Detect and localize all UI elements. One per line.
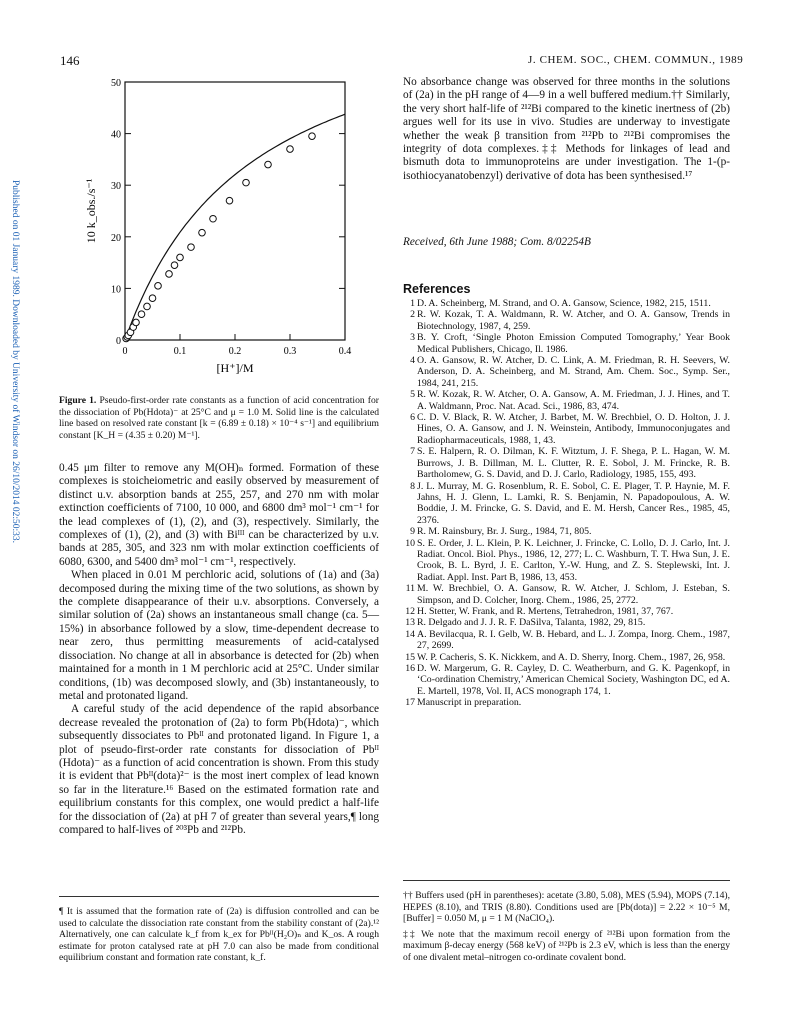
footnote: ‡‡ We note that the maximum recoil energy of ²¹²Bi upon formation from the maximum β-decay energy (568 keV) of ²¹²Pb is 2.3 eV, which is less than the energy of one divalent metal–nitrogen co-ordinate covalent bond. <box>403 928 730 963</box>
figure-caption-text: Pseudo-first-order rate constants as a function of acid concentration for the dissociation of Pb(Hdota)⁻ at 25°C and μ = 1.0 M. Solid line is the calculated line based on resolved rate constant [k = (6.89 ± 0.18) × 10⁻⁴ s⁻¹] and equilibrium constant [K_H = (4.35 ± 0.20) M⁻¹]. <box>59 395 379 441</box>
reference-item: 12 H. Stetter, W. Frank, and R. Mertens, Tetrahedron, 1981, 37, 767. <box>405 605 674 617</box>
plot-frame <box>125 82 345 340</box>
fit-curve <box>125 114 345 340</box>
download-watermark <box>6 180 20 840</box>
data-point <box>243 179 250 186</box>
data-point <box>149 295 156 302</box>
data-point <box>138 311 145 318</box>
y-tick-label: 10 <box>111 284 121 296</box>
reference-item: 11 M. W. Brechbiel, O. A. Gansow, R. W. Atcher, J. Schlom, J. Esteban, S. Simpson, and D. Colcher, Inorg. Chem., 1986, 25, 2772. <box>405 583 730 606</box>
journal-header: J. CHEM. SOC., CHEM. COMMUN., 1989 <box>528 54 744 66</box>
right-column-body <box>403 76 730 183</box>
data-point <box>171 262 178 269</box>
footnote: †† Buffers used (pH in parentheses): acetate (3.80, 5.08), MES (5.94), MOPS (7.14), HEPES (8.10), and TRIS (8.80). Conditions used are [Pb(dota)] = 2.22 × 10⁻⁵ M, [Buffer] = 0.050 M, μ = 1 M (NaClO₄). <box>403 890 730 925</box>
figure-1-chart <box>70 70 390 390</box>
paragraph: No absorbance change was observed for three months in the solutions of (2a) in the pH range of 4—9 in a well buffered medium.†† Similarly, the very short half-life of ²¹²Bi compared to the kinetic inertness of (2b) argues well for its use in vivo. Studies are underway to investigate whether the weak β transition from ²¹²Pb to ²¹²Bi compromises the integrity of dota complexes.‡‡ Methods for linkages of lead and bismuth dota to immunoproteins are under investigation. The 1-(p-isothiocyanatobenzyl) derivative of dota has been synthesised.¹⁷ <box>403 76 730 182</box>
data-point <box>226 197 233 204</box>
data-point <box>166 271 173 278</box>
data-point <box>144 303 151 310</box>
footnote-divider <box>403 880 730 881</box>
reference-item: 3 B. Y. Croft, ‘Single Photon Emission Computed Tomography,’ Year Book Medical Publishers, Chicago, Il. 1986. <box>410 332 730 355</box>
left-column-body <box>59 462 379 837</box>
y-tick-label: 0 <box>116 336 121 347</box>
figure-label: Figure 1. <box>59 395 97 406</box>
y-tick-label: 20 <box>111 232 121 244</box>
data-point <box>265 161 272 168</box>
reference-item: 14 A. Bevilacqua, R. I. Gelb, W. B. Hebard, and L. J. Zompa, Inorg. Chem., 1987, 27, 2699. <box>405 628 730 652</box>
paragraph: A careful study of the acid dependence of the rapid absorbance decrease revealed the protonation of (2a) to form Pb(Hdota)⁻, which subsequently dissociates to Pbᴵᴵ and protonated ligand. In Figure 1, a plot of pseudo-first-order rate constants for dissociation of Pbᴵᴵ (Hdota)⁻ as a function of acid concentration is shown. From this study it is evident that Pbᴵᴵ(dota)²⁻ is the most inert complex of lead known so far in the literature.¹⁶ Based on the estimated formation rate and equilibrium constants for this complex, one would predict a half-life for the dissociation of (2a) at pH 7 of greater than several years,¶ long compared to half-lives of ²⁰³Pb and ²¹²Pb. <box>59 703 379 836</box>
references-heading: References <box>403 282 471 296</box>
footnote: ¶ It is assumed that the formation rate of (2a) is diffusion controlled and can be used to calculate the dissociation rate constant from the stability constant of (2a).¹² Alternatively, one can calculate k_f from k_ex for Pbᴵᴵ(H₂O)ₙ and K_os. A rough estimate for proton catalysed rate at pH 7.0 can also be made from conditional equilibrium constant and formation rate constant, k_f. <box>59 906 379 964</box>
data-point <box>155 283 162 290</box>
data-point <box>309 133 316 140</box>
y-tick-label: 40 <box>111 129 121 141</box>
x-axis-label: [H⁺]/M <box>216 361 254 375</box>
paragraph: 0.45 μm filter to remove any M(OH)ₙ formed. Formation of these complexes is stoicheiometric and easily observed by measurement of distinct u.v. absorption bands at 255, 257, and 270 nm with molar extinction coefficients of 7100, 10 000, and 6800 dm³ mol⁻¹ cm⁻¹ for the lead complexes of (1), (2), and (3), respectively. Similarly, the complexes of (1), (2), and (3) with Biᴵᴵᴵ can be characterized by u.v. bands at 285, 305, and 323 nm with molar extinction coefficients of 6080, 6300, and 5400 dm³ mol⁻¹ cm⁻¹, respectively. <box>59 462 379 568</box>
y-tick-label: 50 <box>111 78 121 89</box>
reference-item: 17 Manuscript in preparation. <box>405 697 522 709</box>
x-tick-label: 0 <box>122 346 128 357</box>
x-tick-label: 0.2 <box>228 346 242 357</box>
reference-item: 10 S. E. Order, J. L. Klein, P. K. Leichner, J. Frincke, C. Lollo, D. J. Carlo, Int. J. Radiat. Oncol. Biol. Phys., 1986, 12, 277; L. C. Washburn, T. T. Hwa Sun, J. E. Crook, B. L. Byrd, J. E. Carlton, Y.-W. Hung, and Z. S. Steplewski, Int. J. Radiat. Appl. Inst. Part B, 1986, 13, 453. <box>405 537 730 583</box>
x-tick-label: 0.1 <box>173 346 187 357</box>
data-point <box>210 215 217 222</box>
data-point <box>133 319 140 326</box>
y-tick-label: 30 <box>111 181 121 193</box>
reference-item: 4 O. A. Gansow, R. W. Atcher, D. C. Link, A. M. Friedman, R. H. Seevers, W. Anderson, D. A. Scheinberg, and M. Strand, Am. Chem. Soc., Symp. Ser., 1984, 241, 215. <box>410 355 730 389</box>
paragraph: When placed in 0.01 M perchloric acid, solutions of (1a) and (3a) decomposed during the mixing time of the two solutions, as shown by the complete disappearance of their u.v. absorptions. Conversely, a similar solution of (2a) shows an instantaneous small change (ca. 5—15%) in absorbance followed by a slow, time-dependent decrease to near zero, thus permitting measurements of acid-catalysed dissociation. No change at all in absorbance is detected for (2b) when maintained for a month in 1 M perchloric acid at 25°C. Under similar conditions, (1b) was decomposed slowly, and (3b) instantaneously, to metal and protonated ligand. <box>59 569 379 702</box>
reference-item: 13 R. Delgado and J. J. R. F. DaSilva, Talanta, 1982, 29, 815. <box>405 617 646 629</box>
x-tick-label: 0.3 <box>283 346 297 357</box>
footnote-divider <box>59 896 379 897</box>
reference-item: 6 C. D. V. Black, R. W. Atcher, J. Barbet, M. W. Brechbiel, O. D. Holton, J. J. Hines, O. A. Gansow, and J. N. Weinstein, Antibody, Immunoconjugates and Radiopharmaceuticals, 1988, 1, 43. <box>410 412 730 446</box>
reference-item: 16 D. W. Margerum, G. R. Cayley, D. C. Weatherburn, and G. K. Pagenkopf, in ‘Co-ordination Chemistry,’ American Chemical Society, Washington DC, ed A. E. Martell, 1978, Vol. II, ACS monograph 174, 1. <box>405 663 730 697</box>
right-footnotes <box>403 890 730 968</box>
reference-item: 15 W. P. Cacheris, S. K. Nickkem, and A. D. Sherry, Inorg. Chem., 1987, 26, 958. <box>405 651 726 663</box>
data-point <box>188 244 195 251</box>
data-point <box>287 146 294 153</box>
page-number: 146 <box>60 53 80 68</box>
references-list <box>403 298 730 709</box>
reference-item: 8 J. L. Murray, M. G. Rosenblum, R. E. Sobol, C. E. Plager, T. P. Haynie, M. F. Jahns, H. J. Glenn, L. Lamki, R. S. Benjamin, N. Papadopoulous, A. W. Boddie, J. M. Frincke, G. S. David, and E. M. Hersh, Cancer Res., 1985, 45, 2376. <box>410 480 730 526</box>
received-date: Received, 6th June 1988; Com. 8/02254B <box>403 236 591 248</box>
figure-caption <box>59 395 379 441</box>
data-point <box>199 229 206 236</box>
x-tick-label: 0.4 <box>338 346 352 357</box>
y-axis-label: 10 k_obs./s⁻¹ <box>84 178 98 244</box>
reference-item: 7 S. E. Halpern, R. O. Dilman, K. F. Witztum, J. F. Shega, P. L. Hagan, W. M. Burrows, J. B. Dillman, M. L. Clutter, R. E. Sobol, J. M. Frincke, R. B. Bartholomew, G. S. David, and D. J. Carlo, Radiology, 1985, 155, 493. <box>410 446 730 481</box>
reference-item: 2 R. W. Kozak, T. A. Waldmann, R. W. Atcher, and O. A. Gansow, Trends in Biotechnology, 1987, 4, 259. <box>410 309 730 332</box>
reference-item: 1 D. A. Scheinberg, M. Strand, and O. A. Gansow, Science, 1982, 215, 1511. <box>410 298 711 309</box>
data-point <box>177 254 184 261</box>
reference-item: 5 R. W. Kozak, R. W. Atcher, O. A. Gansow, A. M. Friedman, J. J. Hines, and T. A. Waldmann, Proc. Nat. Acad. Sci., 1986, 83, 474. <box>410 389 730 412</box>
reference-item: 9 R. M. Rainsbury, Br. J. Surg., 1984, 71, 805. <box>410 526 592 538</box>
download-watermark-text: Published on 01 January 1989. Downloaded by University of Windsor on 26/10/2014 02:50:33. <box>10 180 20 544</box>
